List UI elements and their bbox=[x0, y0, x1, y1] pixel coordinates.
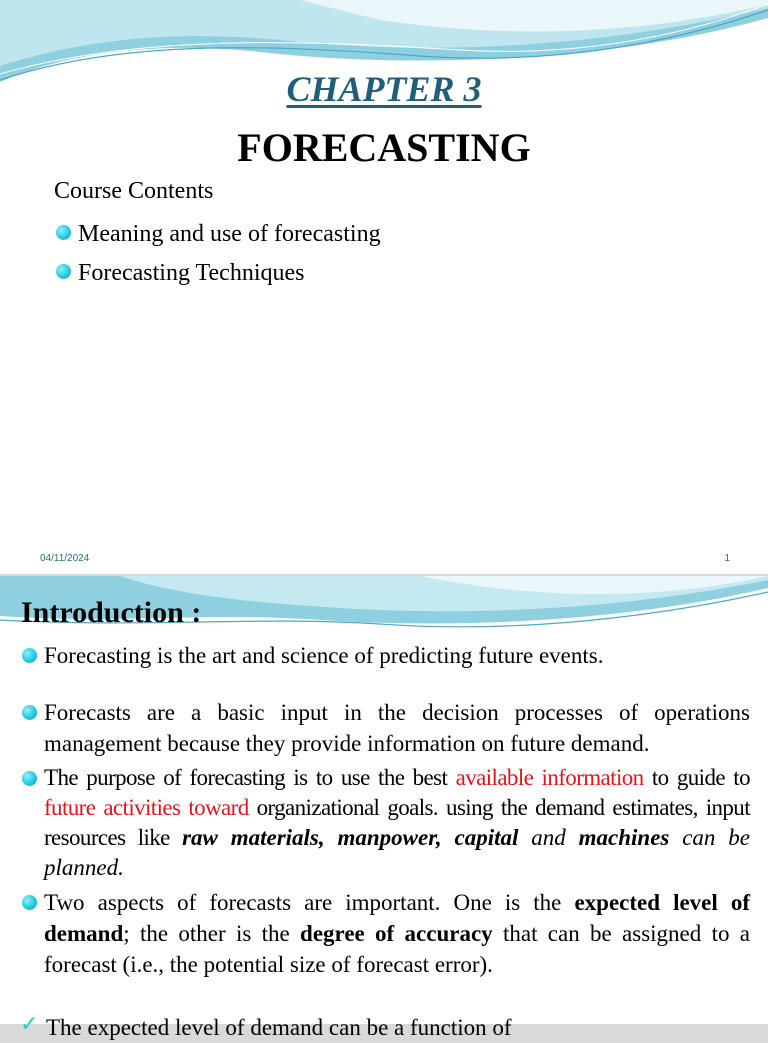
paragraph-text: organizational goals. using the demand estimates, input resources like bbox=[44, 795, 750, 850]
slide-body bbox=[20, 640, 750, 980]
emphasis-text: expected level of demand bbox=[44, 890, 750, 946]
course-contents-list bbox=[52, 215, 381, 293]
footer-date: 04/11/2024 bbox=[40, 553, 90, 564]
emphasis-text: machines bbox=[578, 825, 670, 850]
chapter-title: CHAPTER 3 bbox=[286, 69, 482, 109]
paragraph bbox=[20, 887, 750, 980]
slide-title: Introduction : bbox=[21, 596, 202, 629]
paragraph-text: Forecasts are a basic input in the decision processes of operations management because they provide information on future demand. bbox=[44, 700, 750, 756]
emphasis-text: raw materials, manpower, capital bbox=[182, 825, 519, 850]
paragraph-text: Forecasting is the art and science of predicting future events. bbox=[44, 643, 604, 668]
emphasis-text: degree of accuracy bbox=[300, 921, 493, 946]
paragraph-text: ; the other is the bbox=[123, 921, 301, 946]
list-item bbox=[52, 215, 381, 254]
checkmark-bullet-icon: ✓ bbox=[20, 1012, 39, 1037]
highlight-text: future activities toward bbox=[44, 795, 249, 820]
paragraph-text: to guide to bbox=[643, 765, 750, 790]
list-item-label: Forecasting Techniques bbox=[78, 260, 305, 286]
bullet-dot-icon bbox=[56, 225, 71, 240]
paragraph-text: and bbox=[518, 825, 579, 850]
topic-title: FORECASTING bbox=[237, 125, 531, 170]
paragraph-text-partial: The expected level of demand can be a function of bbox=[46, 1015, 512, 1040]
list-item-label: Meaning and use of forecasting bbox=[78, 221, 381, 247]
paragraph bbox=[20, 763, 750, 883]
list-item bbox=[52, 254, 381, 293]
bullet-dot-icon bbox=[22, 648, 37, 663]
bullet-dot-icon bbox=[22, 771, 37, 786]
highlight-text: available information bbox=[455, 765, 644, 790]
paragraph-text: The purpose of forecasting is to use the best bbox=[44, 765, 456, 790]
bullet-dot-icon bbox=[56, 264, 71, 279]
paragraph-text: Two aspects of forecasts are important. One is the bbox=[44, 890, 575, 915]
bullet-dot-icon bbox=[22, 895, 37, 910]
paragraph bbox=[20, 640, 750, 671]
paragraph bbox=[20, 697, 750, 759]
paragraph-text: can be planned. bbox=[44, 825, 750, 880]
page-number: 1 bbox=[724, 553, 730, 564]
slide-2 bbox=[0, 576, 768, 1040]
course-contents-heading: Course Contents bbox=[54, 178, 214, 204]
paragraph-text: that can be assigned to a forecast (i.e., the potential size of forecast error). bbox=[44, 921, 751, 977]
bullet-dot-icon bbox=[22, 705, 37, 720]
